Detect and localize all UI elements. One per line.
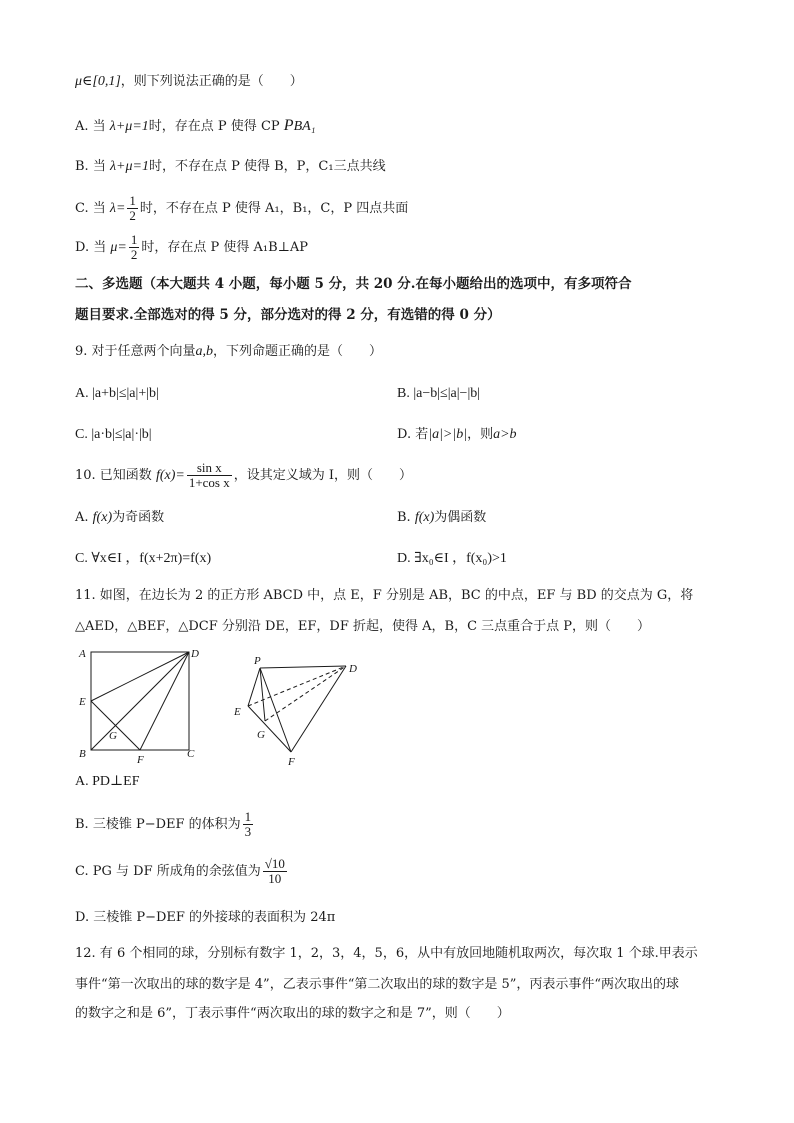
q10-b-text: 为偶函数 [434,510,487,525]
q11-c-text: C. PG 与 DF 所成角的余弦值为 [75,864,261,879]
q8-option-a [75,116,316,137]
fig1-label-G: G [109,730,117,742]
fig2-label-G: G [257,729,265,741]
q11-figure-square [70,642,210,767]
q11-b-text: B. 三棱锥 P−DEF 的体积为 [75,817,241,832]
q10-stem [75,461,412,491]
q8-stem-text: ，则下列说法正确的是（ ） [120,74,303,89]
q8-d-var: μ= [110,240,127,255]
section-heading-line1: 二、多选题（本大题共 4 小题，每小题 5 分，共 20 分.在每小题给出的选项中，有多项符合 [75,276,632,292]
q9-vectors: a,b [195,344,214,359]
q11-stem-line2: △AED，△BEF，△DCF 分别沿 DE，EF，DF 折起，使得 A，B，C 三点重合于点 P，则（ ） [75,619,651,634]
edge-GD-hidden [265,666,346,721]
section-heading-line2: 题目要求.全部选对的得 5 分，部分选对的得 2 分，有选错的得 0 分） [75,307,501,323]
q10-option-c: C. ∀x∈I ，f(x+2π)=f(x) [75,551,212,566]
edge-ED-hidden [248,666,346,706]
q9-d-post: ，则 [467,427,494,442]
fig1-label-A: A [79,648,86,660]
q10-option-b [397,508,486,528]
frac-den: 2 [129,208,136,223]
segment-ED [91,652,189,701]
q8-c-var: λ= [109,201,126,216]
frac-den: 10 [268,871,282,886]
edge-PE [248,668,260,706]
fig2-label-D: D [349,663,357,675]
fig2-label-F: F [288,756,295,768]
q11-b-fraction [243,810,254,839]
q12-line1: 12. 有 6 个相同的球，分别标有数字 1，2，3，4，5，6，从中有放回地随机取两次，每次取 1 个球.甲表示 [75,946,698,961]
q8-a-end: BA₁ [293,119,316,134]
q9-d-end: a>b [493,427,517,442]
q8-b-label: B. 当 [75,159,106,174]
q12-line3: 的数字之和是 6”，丁表示事件“两次取出的球的数字之和是 7”，则（ ） [75,1006,510,1021]
q10-a-label: A. [75,510,89,525]
q11-option-d: D. 三棱锥 P−DEF 的外接球的表面积为 24π [75,910,336,925]
q9-stem [75,342,382,362]
q8-option-c [75,194,408,223]
frac-num: √10 [264,856,285,871]
q9-d-cond: |a|>|b| [428,427,468,442]
frac-den: 2 [130,247,138,262]
q11-option-c [75,855,289,889]
q10-b-label: B. [397,510,411,525]
q10-fraction [187,461,232,490]
q10-b-fx: f(x) [414,510,435,525]
q10-stem-post: ，设其定义域为 I，则（ ） [233,468,413,483]
fig1-label-E: E [79,696,86,708]
q8-d-text: 时，存在点 P 使得 A₁B⊥AP [141,240,309,255]
q9-d-pre: D. 若 [397,427,429,442]
segment-FD [140,652,189,750]
fig1-label-C: C [187,748,195,760]
fig2-label-P: P [254,655,261,667]
frac-den: 1+cos x [188,475,230,490]
q8-d-label: D. 当 [75,240,107,255]
fig2-label-E: E [234,706,241,718]
frac-num: sin x [187,461,232,476]
fig1-label-B: B [79,748,86,760]
q10-option-a [75,508,164,528]
q8-c-text: 时，不存在点 P 使得 A₁，B₁，C，P 四点共面 [139,201,409,216]
q9-stem-post: ，下列命题正确的是（ ） [213,344,383,359]
frac-den: 3 [244,824,252,839]
q10-option-d: D. ∃x₀∈I ，f(x₀)>1 [397,551,507,566]
q11-stem-line1: 11. 如图，在边长为 2 的正方形 ABCD 中，点 E，F 分别是 AB，BC 的中点，EF 与 BD 的交点为 G，将 [75,588,694,603]
frac-num: 1 [244,809,252,824]
edge-PD [260,666,346,668]
q10-a-text: 为奇函数 [112,510,165,525]
q8-a-text: 时，存在点 P 使得 CP [148,119,280,134]
segment-BD [91,652,189,750]
q8-option-b [75,157,386,177]
q8-stem-tail [75,72,303,92]
q11-option-b [75,808,255,842]
q9-option-a: A. |a+b|≤|a|+|b| [75,386,159,401]
q10-fx: f(x)= [155,468,185,483]
edge-DF [291,666,346,752]
q11-a-text: A. PD⊥EF [75,774,140,789]
q8-mu-range: μ∈[0,1] [75,74,121,89]
q8-a-label: A. 当 [75,119,106,134]
q9-option-b: B. |a−b|≤|a|−|b| [397,386,481,401]
q10-a-fx: f(x) [92,510,113,525]
q8-a-cond: λ+μ=1 [109,119,149,134]
q11-c-fraction [263,857,287,886]
q8-b-text: 时，不存在点 P 使得 B，P，C₁三点共线 [148,159,386,174]
edge-EF [248,706,291,752]
q8-option-d [75,233,308,262]
fig1-label-F: F [137,754,144,766]
q10-stem-pre: 10. 已知函数 [75,468,152,483]
q8-c-fraction [127,194,138,223]
frac-num: 1 [129,193,136,208]
fig1-label-D: D [191,648,199,660]
frac-num: 1 [130,232,138,247]
q12-line2: 事件“第一次取出的球的数字是 4”，乙表示事件“第二次取出的球的数字是 5”，丙表示事件“两次取出的球 [75,977,680,992]
q11-option-a [75,772,140,792]
q8-a-relation: P [283,117,294,134]
q9-stem-pre: 9. 对于任意两个向量 [75,344,196,359]
q8-d-fraction [129,233,140,262]
q11-figure-tetrahedron [228,648,368,768]
q9-option-d [397,425,517,445]
q9-option-c: C. |a·b|≤|a|·|b| [75,427,152,442]
q8-c-label: C. 当 [75,201,106,216]
q8-b-cond: λ+μ=1 [109,159,149,174]
